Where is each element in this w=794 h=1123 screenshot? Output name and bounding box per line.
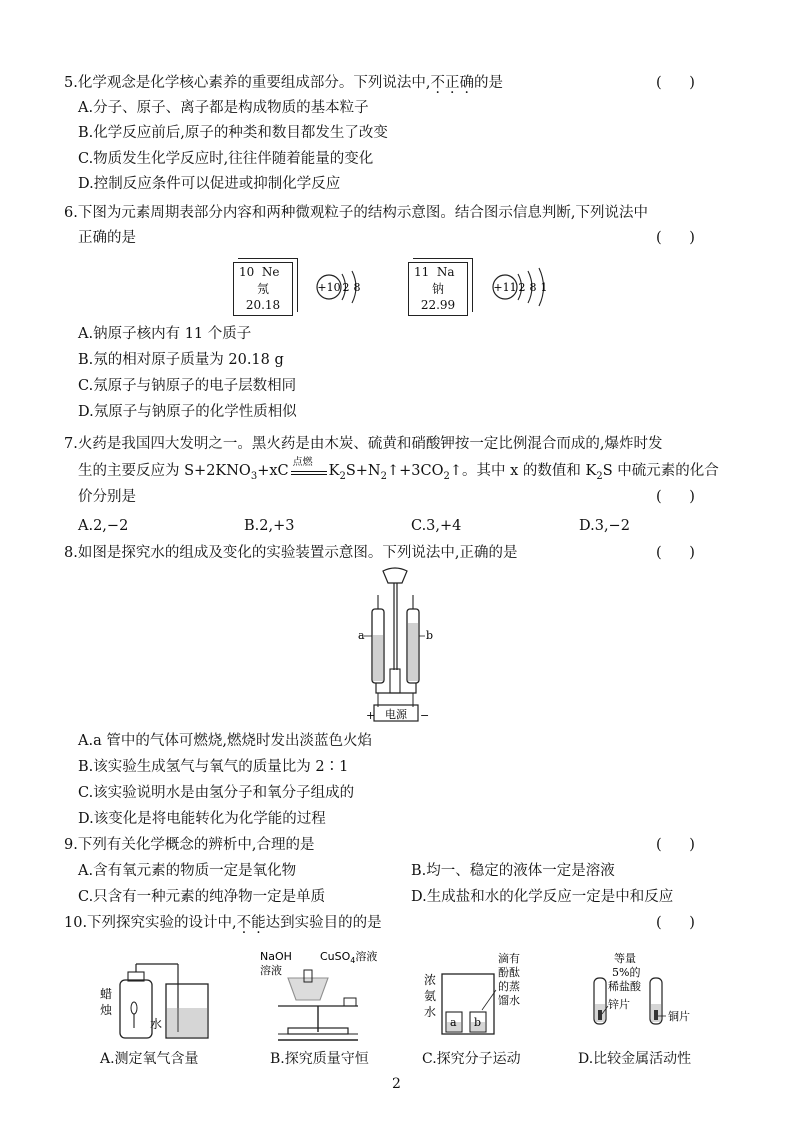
na-element-card xyxy=(408,262,468,316)
na-shell-1: 2 xyxy=(518,281,526,294)
ne-atomic-number: 10 xyxy=(239,265,255,279)
q5-option-c: C.物质发生化学反应时,往往伴随着能量的变化 xyxy=(78,151,374,167)
na-mass: 22.99 xyxy=(420,298,456,312)
q8-stem: 8.如图是探究水的组成及变化的实验装置示意图。下列说法中,正确的是 xyxy=(64,545,518,561)
ne-name: 氖 xyxy=(256,282,269,296)
ne-shell-1: 2 xyxy=(342,281,350,294)
q7-stem-line3: 价分别是 xyxy=(78,489,136,505)
q7-option-c: C.3,+4 xyxy=(411,518,462,534)
ne-symbol: Ne xyxy=(261,265,280,279)
q7-stem-line1: 7.火药是我国四大发明之一。黑火药是由木炭、硫黄和硝酸钾按一定比例混合而成的,爆炸时发 xyxy=(64,436,663,452)
figure-b-caption: B.探究质量守恒 xyxy=(270,1051,369,1067)
q10-emphasis xyxy=(237,915,266,931)
q9-answer-blank: ( ) xyxy=(656,837,695,853)
acid-label-2: 5%的 xyxy=(612,966,641,979)
q5-emphasis xyxy=(430,75,474,91)
emphasis-char: 不 xyxy=(236,915,252,931)
q10-answer-blank: ( ) xyxy=(656,915,695,931)
figure-c-molecular-motion xyxy=(422,948,532,1044)
q9-option-c: C.只含有一种元素的纯净物一定是单质 xyxy=(78,889,326,905)
positive-terminal: + xyxy=(366,709,376,722)
power-source-label: 电源 xyxy=(385,708,407,721)
ne-mass: 20.18 xyxy=(245,298,281,312)
ne-nucleus: +10 xyxy=(317,281,341,294)
electrolysis-apparatus xyxy=(350,565,440,725)
reaction-condition-arrow xyxy=(289,457,329,480)
q6-option-a: A.钠原子核内有 11 个质子 xyxy=(78,326,252,342)
na-shell-3: 1 xyxy=(540,281,548,294)
q9-option-b: B.均一、稳定的液体一定是溶液 xyxy=(411,863,615,879)
q8-answer-blank: ( ) xyxy=(656,545,695,561)
q8-option-d: D.该变化是将电能转化为化学能的过程 xyxy=(78,811,326,827)
water-label: 水 xyxy=(150,1017,163,1031)
q9-stem: 9.下列有关化学概念的辨析中,合理的是 xyxy=(64,837,315,853)
beaker-b-label: b xyxy=(474,1016,482,1029)
acid-label-3: 稀盐酸 xyxy=(608,980,641,993)
q7-option-d: D.3,−2 xyxy=(579,518,630,534)
figure-d-caption: D.比较金属活动性 xyxy=(578,1051,692,1067)
ammonia-label-1: 浓 xyxy=(424,973,437,987)
tube-a-label: a xyxy=(358,629,365,642)
q8-option-a: A.a 管中的气体可燃烧,燃烧时发出淡蓝色火焰 xyxy=(78,733,372,749)
na-symbol: Na xyxy=(436,265,455,279)
emphasis-char: 能 xyxy=(251,915,266,931)
q6-answer-blank: ( ) xyxy=(656,230,695,246)
na-name: 钠 xyxy=(431,282,444,296)
emphasis-char: 不 xyxy=(430,75,445,91)
q5-answer-blank: ( ) xyxy=(656,75,695,91)
q9-option-a: A.含有氧元素的物质一定是氧化物 xyxy=(78,863,297,879)
beaker-a-label: a xyxy=(450,1016,457,1029)
naoh-solution-label: 溶液 xyxy=(260,964,282,977)
candle-label-1: 蜡 xyxy=(100,987,113,1001)
q5-option-a: A.分子、原子、离子都是构成物质的基本粒子 xyxy=(78,100,369,116)
candle-label-2: 烛 xyxy=(100,1003,113,1017)
q6-stem-line2: 正确的是 xyxy=(78,230,136,246)
na-atom-structure xyxy=(488,266,568,308)
figure-a-caption: A.测定氧气含量 xyxy=(100,1051,199,1067)
q5-option-b: B.化学反应前后,原子的种类和数目都发生了改变 xyxy=(78,125,388,141)
na-shell-2: 8 xyxy=(529,281,537,294)
acid-label-1: 等量 xyxy=(614,952,636,965)
figure-c-caption: C.探究分子运动 xyxy=(422,1051,521,1067)
ne-shell-2: 8 xyxy=(353,281,361,294)
q7-option-a: A.2,−2 xyxy=(78,518,129,534)
figure-b-mass-conservation xyxy=(258,948,378,1048)
figure-d-metal-activity xyxy=(580,948,700,1044)
phenol-label-2: 酚酞 xyxy=(498,966,520,979)
emphasis-char: 确 xyxy=(459,75,474,91)
phenol-label-3: 的蒸 xyxy=(498,980,520,993)
ne-atom-structure xyxy=(312,266,382,308)
tube-b-label: b xyxy=(426,629,434,642)
q6-option-b: B.氖的相对原子质量为 20.18 g xyxy=(78,352,284,368)
q10-stem: 10.下列探究实验的设计中,不能达到实验目的的是 xyxy=(64,915,382,931)
q8-option-c: C.该实验说明水是由氢分子和氧分子组成的 xyxy=(78,785,355,801)
figure-a-oxygen-content xyxy=(98,958,218,1046)
ignition-condition: 点燃 xyxy=(292,457,313,468)
q7-option-b: B.2,+3 xyxy=(244,518,295,534)
na-nucleus: +11 xyxy=(493,281,517,294)
q6-option-c: C.氖原子与钠原子的电子层数相同 xyxy=(78,378,297,394)
q9-option-d: D.生成盐和水的化学反应一定是中和反应 xyxy=(411,889,674,905)
zinc-label: 锌片 xyxy=(608,998,630,1011)
ammonia-label-2: 氨 xyxy=(424,989,437,1003)
emphasis-char: 正 xyxy=(444,75,460,91)
q7-answer-blank: ( ) xyxy=(656,489,695,505)
q7-equation-line: 生的主要反应为 $S+2KNO_3+xC$ 点燃 $K_2S+N_2↑+3CO_2↑$。其中 x 的数值和 $K_2S$ 中硫元素的化合 xyxy=(78,462,719,486)
phenol-label-1: 滴有 xyxy=(498,952,520,965)
phenol-label-4: 馏水 xyxy=(498,994,520,1007)
cuso4-label: CuSO$_4$溶液 xyxy=(320,950,378,965)
q5-option-d: D.控制反应条件可以促进或抑制化学反应 xyxy=(78,176,341,192)
page-number: 2 xyxy=(392,1076,401,1092)
q6-option-d: D.氖原子与钠原子的化学性质相似 xyxy=(78,404,297,420)
q6-stem-line1: 6.下图为元素周期表部分内容和两种微观粒子的结构示意图。结合图示信息判断,下列说法中 xyxy=(64,205,648,221)
negative-terminal: − xyxy=(420,709,430,722)
ne-element-card xyxy=(233,262,293,316)
q8-option-b: B.该实验生成氢气与氧气的质量比为 2∶1 xyxy=(78,759,349,775)
q5-stem: 5.化学观念是化学核心素养的重要组成部分。下列说法中,不正确的是 xyxy=(64,75,503,91)
ammonia-label-3: 水 xyxy=(424,1005,437,1019)
copper-label: 铜片 xyxy=(668,1010,690,1023)
na-atomic-number: 11 xyxy=(414,265,430,279)
naoh-label: NaOH xyxy=(260,950,292,963)
